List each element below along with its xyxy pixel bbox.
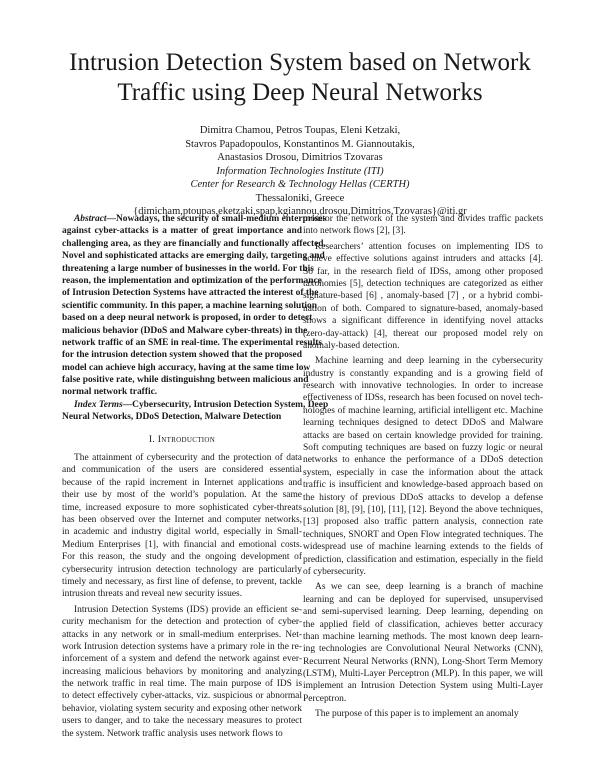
text-line: against cyber-attacks is a matter of great importance and bbox=[62, 226, 302, 237]
email-line: {dimicham,ptoupas,eketzaki,spap,kgiannou,drosou,Dimitrios.Tzovaras}@iti.gr bbox=[133, 206, 467, 217]
text-line bbox=[62, 399, 329, 411]
text-line: achieve effective solutions against intruders and attacks [4]. bbox=[303, 254, 543, 265]
text-span: —Nowadays, the security of small-medium enterprises bbox=[106, 214, 327, 224]
text-line: to detect effectively cyber-attacks, viz. suspicious or abnormal bbox=[62, 691, 302, 702]
text-line: behavior, violating system security and exposing other network bbox=[62, 703, 302, 714]
abstract bbox=[62, 213, 327, 399]
text-line: their use by most of the world’s population. At the same bbox=[62, 490, 302, 501]
text-line: Researchers’ attention focuses on implementing IDS to bbox=[315, 241, 543, 252]
text-line: widespread use of machine learning extends to the fields of bbox=[303, 542, 543, 553]
title-line: Intrusion Detection System based on Network bbox=[69, 49, 531, 76]
text-line: work Intrusion detection systems have a primary role in the re- bbox=[62, 641, 302, 652]
text-line: model can achieve high accuracy, having at the same time low bbox=[62, 362, 311, 373]
text-line: threatening a large number of businesses in the world. For this bbox=[62, 263, 314, 274]
text-line: malicious behavior (DDoS and Malware cyber-threats) in the bbox=[62, 325, 308, 336]
text-line: and communication of the users are considered essential bbox=[62, 465, 302, 476]
paper-title bbox=[40, 48, 560, 108]
text-line: networks to enhance the performance of a DDoS detection bbox=[303, 455, 543, 466]
affiliation-line: Center for Research & Technology Hellas (CERTH) bbox=[190, 179, 410, 190]
text-line: (zero-day-attack) [4], thereat our proposed model rely on bbox=[303, 328, 543, 339]
text-line: Intrusion Detection Systems (IDS) provide an efficient se- bbox=[74, 604, 302, 615]
text-line: for the intrusion detection system showed that the proposed bbox=[62, 350, 302, 361]
text-line: system, especially in case the information about the attack bbox=[303, 467, 543, 478]
location-line: Thessaloniki, Greece bbox=[255, 192, 345, 204]
text-line: scientific community. In this paper, a machine learning solution bbox=[62, 300, 318, 311]
author-block bbox=[40, 124, 560, 219]
text-line: the system. Network traffic analysis uses network flows to bbox=[62, 728, 283, 739]
text-line: learning techniques designed to detect DDoS and Malware bbox=[303, 418, 543, 429]
body-paragraph bbox=[303, 355, 543, 578]
text-line: intrusion threats and reveal new security issues. bbox=[62, 589, 243, 600]
right-column bbox=[303, 213, 543, 721]
text-line: of cybersecurity. bbox=[303, 566, 366, 577]
text-line: For this reason, the study and the ongoing development of bbox=[62, 552, 302, 563]
text-line: As we can see, deep learning is a branch of machine bbox=[315, 582, 543, 593]
intro-paragraph bbox=[62, 604, 302, 740]
text-line: because of the rapid increment in Internet applications and bbox=[62, 477, 302, 488]
text-line: ing technologies are Convolutional Neural Networks (CNN), bbox=[303, 644, 543, 655]
text-line: implement an Intrusion Detection System using Multi-Layer bbox=[303, 681, 543, 692]
affiliation-line: Information Technologies Institute (ITI) bbox=[216, 165, 384, 177]
text-line: [13] proposed also traffic pattern analysis, connection rate bbox=[303, 517, 543, 528]
text-line: Soft computing techniques are based on fuzzy logic or neural bbox=[303, 443, 543, 454]
text-line: techniques, SNORT and Open Flow integrated techniques. The bbox=[303, 529, 543, 540]
text-line: of Intrusion Detection Systems have attracted the interest of the bbox=[62, 288, 319, 299]
text-line: effectiveness of IDSs, research has been focused on novel tech- bbox=[303, 393, 543, 404]
text-line: in academic and industry digital world, especially in Small- bbox=[62, 527, 302, 538]
text-line: users to danger, and to take the necessary measures to protect bbox=[62, 716, 302, 727]
body-paragraph bbox=[303, 581, 543, 705]
text-line: learning and can be deployed for supervised, unsupervised bbox=[303, 594, 543, 605]
text-line: The attainment of cybersecurity and the protection of data bbox=[74, 453, 302, 464]
text-line: Perceptron. bbox=[303, 693, 347, 704]
body-paragraph bbox=[303, 213, 543, 238]
text-line: taxonomies [5], detection techniques are categorized as either bbox=[303, 278, 543, 289]
text-line: Machine learning and deep learning in the cybersecurity bbox=[315, 356, 543, 367]
text-line: So far, in the research field of IDSs, among other proposed bbox=[303, 266, 543, 277]
text-line: false positive rate, while distinguishng between malicious and bbox=[62, 375, 309, 386]
author-line: Dimitra Chamou, Petros Toupas, Eleni Ketzaki, bbox=[199, 125, 401, 136]
text-line: anomaly-based detection. bbox=[303, 340, 400, 351]
text-line: The purpose of this paper is to implement an anomaly bbox=[315, 709, 519, 720]
text-line: Novel and sophisticated attacks are emerging daily, targeting and bbox=[62, 251, 325, 262]
text-line: and semi-supervised learning. Deep learning, depending on bbox=[303, 607, 543, 618]
text-line: inforcement of a system and defend the network against ever- bbox=[62, 654, 302, 665]
author-line: Stavros Papadopoulos, Konstantinos M. Giannoutakis, bbox=[185, 138, 415, 150]
text-line: challenging area, as they are financially and functionally affected. bbox=[62, 238, 326, 249]
text-line: industry is constantly expanding and is a growing field of bbox=[303, 368, 543, 379]
author-line: Anastasios Drosou, Dimitrios Tzovaras bbox=[217, 152, 383, 163]
text-line: the network traffic in real time. The main purpose of IDS is bbox=[62, 679, 302, 690]
section-heading: I. Introduction bbox=[148, 433, 216, 445]
text-line: has been observed over the Internet and computer networks, bbox=[62, 515, 302, 525]
text-span: —Cybersecurity, Intrusion Detection System, Deep bbox=[122, 399, 329, 410]
text-line: curity mechanism for the detection and protection of cyber- bbox=[62, 617, 302, 628]
title-line: Traffic using Deep Neural Networks bbox=[117, 79, 483, 106]
body-paragraph bbox=[303, 241, 543, 353]
text-line: traffic is insufficient and knowledge-based approach based on bbox=[303, 480, 543, 491]
text-line: the history of previous DDoS attacks to develop a defense bbox=[303, 492, 543, 503]
text-line: Medium Enterprises [1], with financial and emotional costs. bbox=[62, 539, 302, 550]
text-line: monitor the network of the system and divides traffic packets bbox=[303, 214, 543, 224]
text-line: based on a deep neural network is proposed, in order to detect bbox=[62, 313, 313, 324]
text-line: increasing malicious behaviors by monitoring and analyzing bbox=[62, 666, 302, 677]
text-line: cybersecurity intrusion detection technology are particularly bbox=[62, 564, 302, 575]
text-line: signature-based [6] , anomaly-based [7] , or a hybrid combi- bbox=[303, 291, 543, 302]
index-terms-label: Index Terms bbox=[74, 399, 123, 410]
text-line: solution [8], [9], [10], [11], [12]. Beyond the above techniques, bbox=[303, 504, 543, 515]
text-line: network traffic of an SME in real-time. The experimental results bbox=[62, 337, 323, 348]
text-line: into network flows [2], [3]. bbox=[303, 226, 406, 237]
text-line: normal network traffic. bbox=[62, 387, 158, 398]
text-line: the applied field of classification, achieves better accuracy bbox=[303, 619, 543, 630]
text-line: (LSTM), Multi-Layer Perceptron (MLP). In this paper, we will bbox=[303, 669, 543, 680]
text-line: timely and necessary, as first line of defense, to prevent, tackle bbox=[62, 576, 302, 587]
text-line: attacks in any network or in small-medium enterprises. Net- bbox=[62, 629, 302, 640]
body-paragraph bbox=[303, 708, 543, 720]
text-line: nologies of machine learning, artificial intelligent etc. Machine bbox=[303, 405, 543, 416]
text-line: reason, the implementation and optimization of the performance bbox=[62, 275, 322, 286]
text-line: shows a significant difference in identifying novel attacks bbox=[303, 316, 543, 327]
text-line: attacks are based on certain knowledge provided for training. bbox=[303, 430, 543, 441]
index-terms bbox=[62, 399, 329, 424]
abstract-label: Abstract bbox=[74, 214, 107, 224]
text-line: than machine learning methods. The most known deep learn- bbox=[303, 631, 543, 642]
text-line: prediction, classification and estimation, especially in the field bbox=[303, 554, 543, 565]
text-line: Recurrent Neural Networks (RNN), Long-Short Term Memory bbox=[303, 656, 543, 667]
text-line: nation of both. Compared to signature-based, anomaly-based bbox=[303, 303, 543, 314]
text-line: research with innovative technologies. In order to increase bbox=[303, 381, 543, 392]
intro-paragraph bbox=[62, 452, 302, 601]
text-line: Neural Networks, DDoS Detection, Malware Detection bbox=[62, 412, 282, 423]
text-line: time, increased exposure to more sophisticated cyber-threats bbox=[62, 502, 302, 513]
text-line bbox=[62, 213, 327, 225]
